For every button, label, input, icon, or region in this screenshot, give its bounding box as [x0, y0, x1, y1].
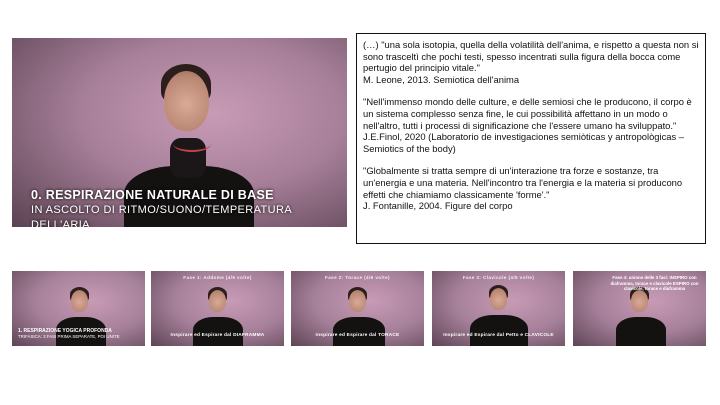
quote-2-text: "Nell'immenso mondo delle culture, e delle semiosi che le producono, il corpo è un sistema complesso senza fine, le cui possibilità affettano in un modo o nell'altro, tutti i processi di significazione che l'essere umano ha sviluppato." — [363, 96, 692, 131]
quotes-box — [356, 33, 706, 244]
thumbnail-1-subtitle: TRIFASICA: 3 FASI PRIMA SEPARATE, POI UNITE — [18, 334, 120, 339]
main-video-title: 0. RESPIRAZIONE NATURALE DI BASE — [31, 188, 274, 202]
thumbnail-1-caption — [18, 328, 120, 340]
thumbnail-2-top-caption: Fase 1: Addome (4/6 volte) — [183, 275, 252, 280]
video-thumbnail-3[interactable] — [291, 271, 424, 346]
main-video-subtitle-2: DELL'ARIA — [31, 219, 90, 227]
video-thumbnail-1[interactable] — [12, 271, 145, 346]
thumbnail-4-bottom-caption: Inspirare ed Espirare dal Petto e CLAVICOLE — [443, 333, 554, 338]
quote-1-source: M. Leone, 2013. Semiotica dell'anima — [363, 73, 520, 85]
thumbnail-1-title: 1. RESPIRAZIONE YOGICA PROFONDA — [18, 328, 112, 334]
thumbnail-3-bottom-caption: Inspirare ed Espirare dal TORACE — [315, 333, 400, 338]
thumbnail-4-top-caption: Fase 3: Clavicole (4/6 volte) — [462, 275, 535, 280]
thumbnail-5-top-caption: Fase 4: unione delle 3 fasi: INSPIRO con diaframma, torace e clavicole ESPIRO con clavicole, torace e diaframma — [610, 275, 699, 292]
main-video-subtitle-1: IN ASCOLTO DI RITMO/SUONO/TEMPERATURA — [31, 204, 293, 216]
quote-2-source: J.E.Finol, 2020 (Laboratorio de investigaciones semiòticas y antropològicas – Semiotics of the body) — [363, 131, 685, 154]
video-thumbnail-2[interactable] — [151, 271, 284, 346]
quote-1-text: (…) "una sola isotopia, quella della volatilità dell'anima, e rispetto a questa non si sono trasceltì che pochi testi, spesso incentrati sulla figura della bocca come pertugio del principio vitale." — [363, 39, 699, 74]
main-video-frame[interactable] — [12, 38, 347, 227]
quote-3-source: J. Fontanille, 2004. Figure del corpo — [363, 200, 513, 212]
main-video-caption — [31, 188, 292, 227]
thumbnail-3-top-caption: Fase 2: Torace (4/6 volte) — [325, 275, 390, 280]
video-thumbnail-5[interactable] — [573, 271, 706, 346]
thumbnail-2-bottom-caption: Inspirare ed Espirare dal DIAFRAMMA — [170, 333, 265, 338]
video-thumbnail-4[interactable] — [432, 271, 565, 346]
quote-3-text: "Globalmente si tratta sempre di un'interazione tra forze e sostanze, tra un'energia e una materia. Nell'incontro tra l'energia e la materia si producono effetti che chiamiamo classicamente 'forme'." — [363, 165, 683, 200]
